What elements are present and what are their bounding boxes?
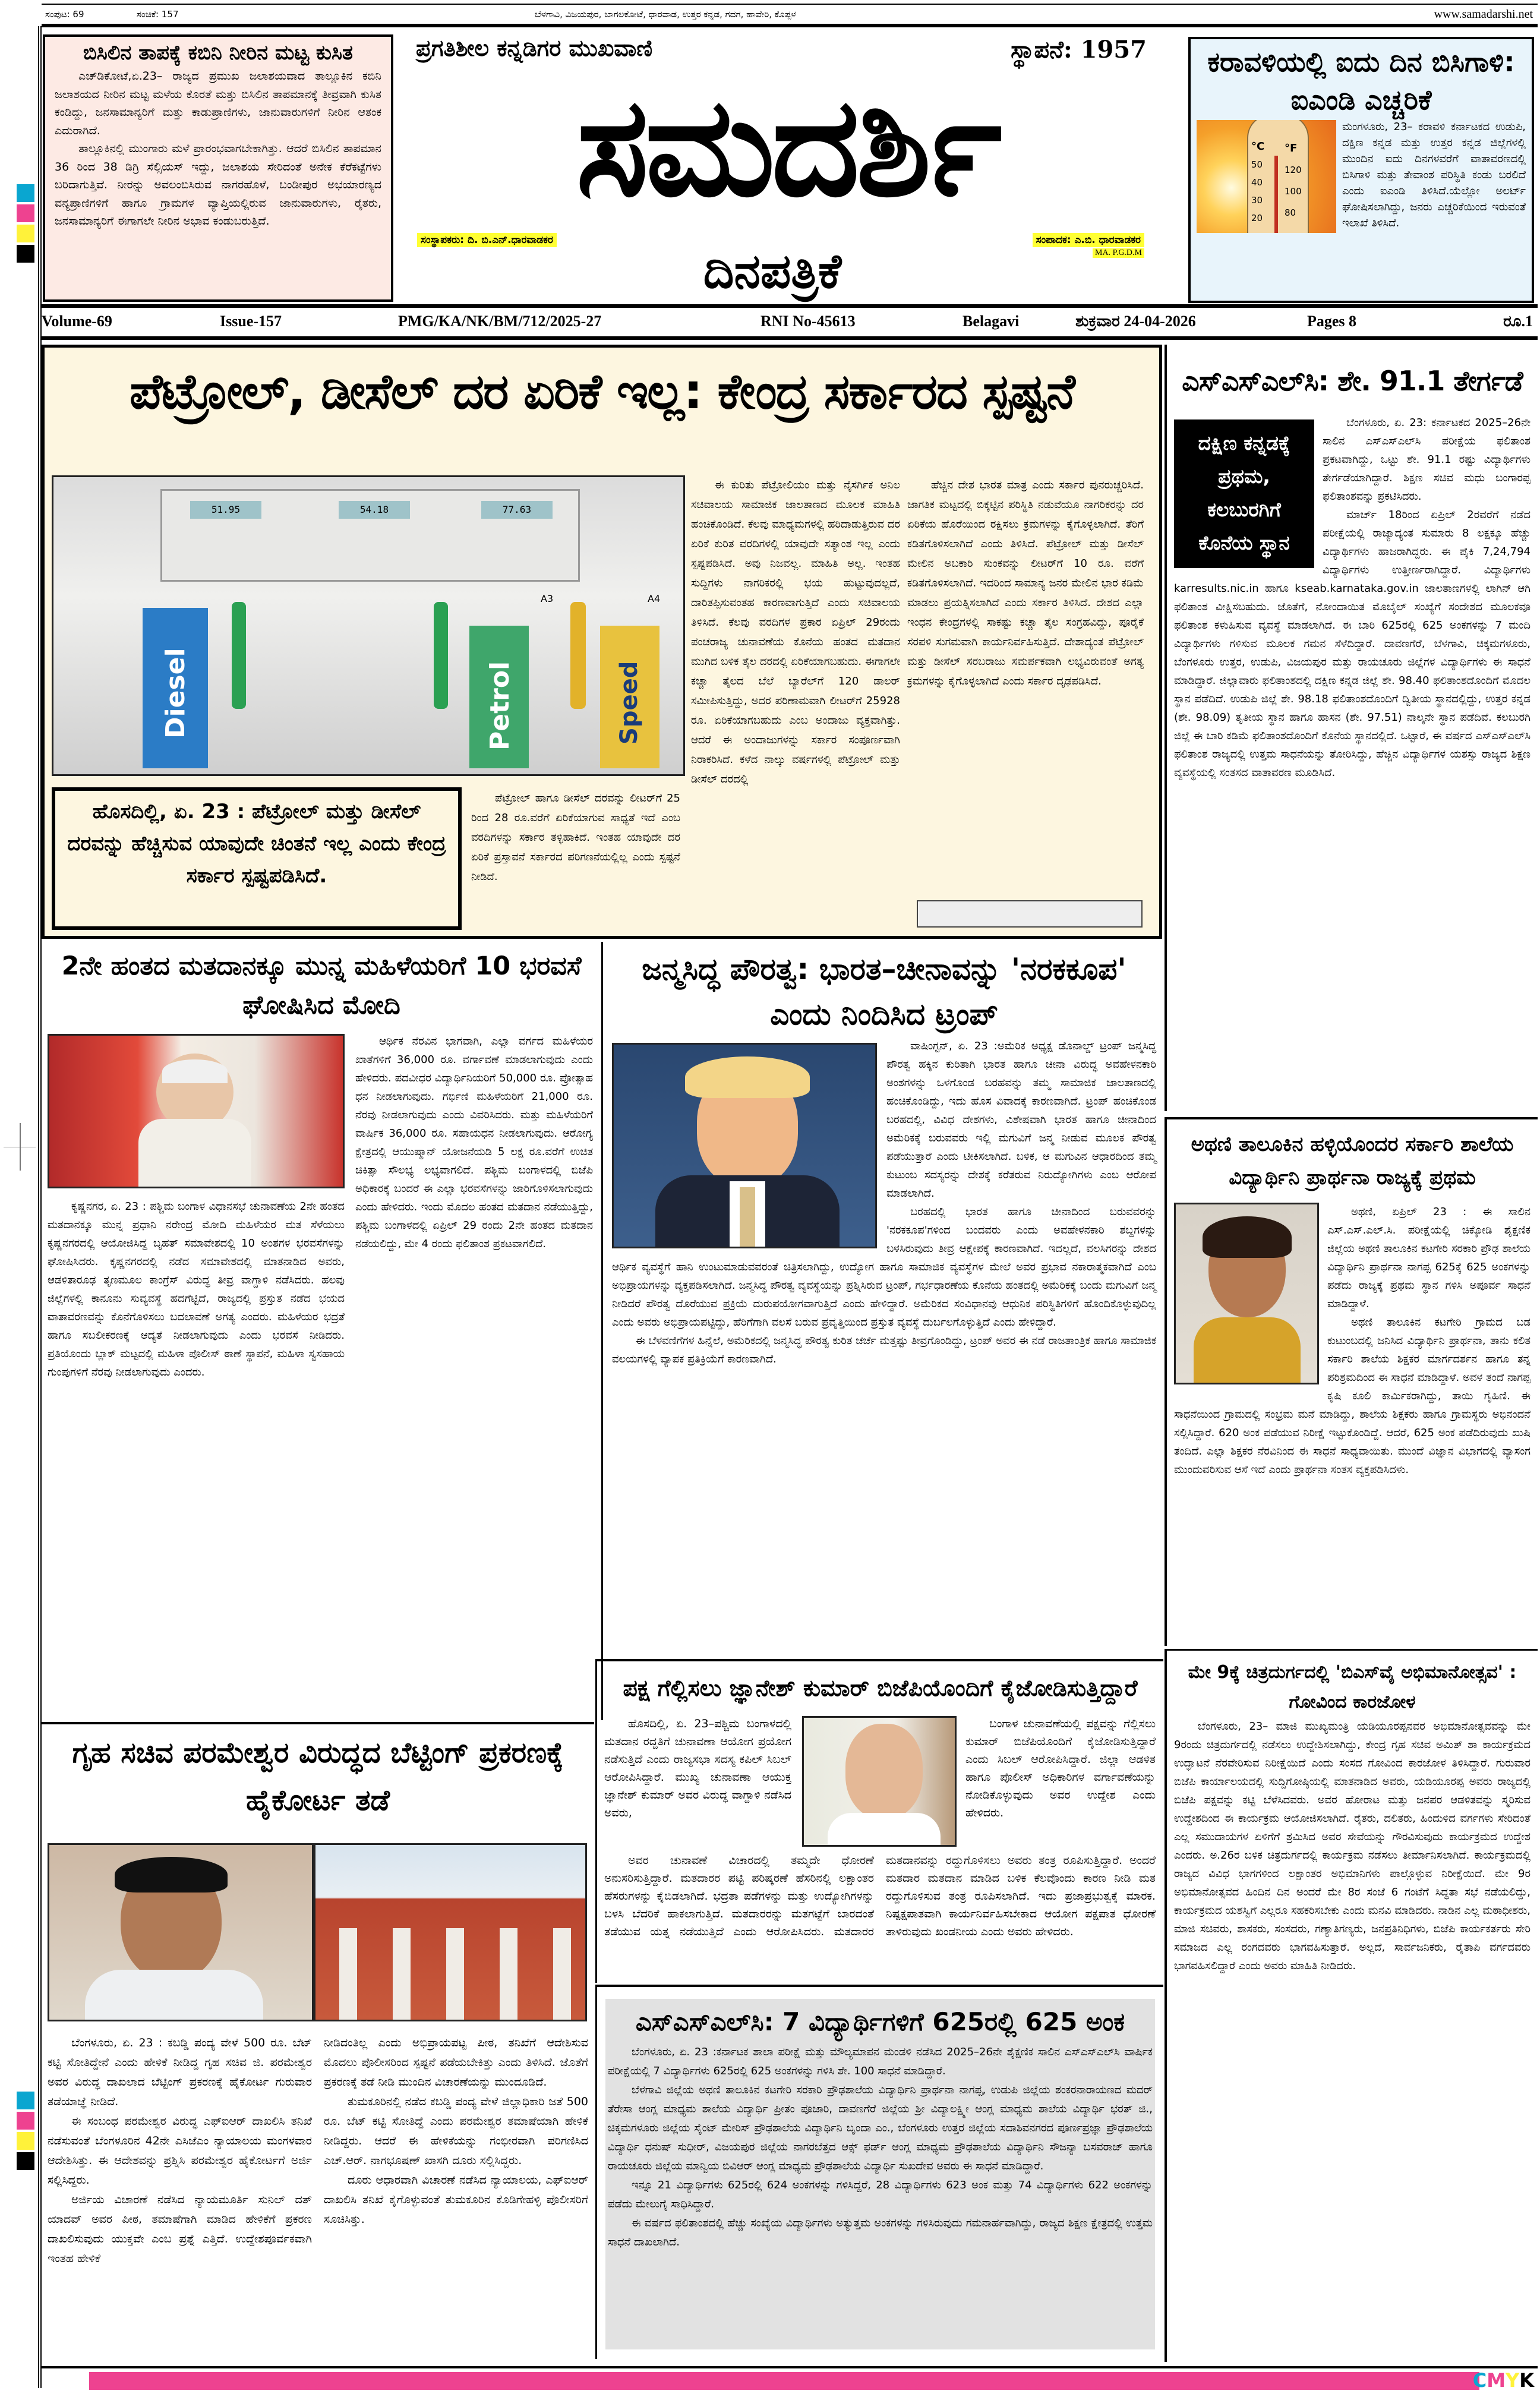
founder-credit: ಸಂಸ್ಥಾಪಕರು: ದಿ. ಬಿ.ಎನ್.ಧಾರವಾಡಕರ <box>417 233 557 247</box>
black-swatch <box>17 245 34 263</box>
yellow-swatch <box>17 2132 34 2150</box>
kabini-para-2: ತಾಲ್ಲೂಕಿನಲ್ಲಿ ಮುಂಗಾರು ಮಳೆ ಪ್ರಾರಂಭವಾಗಬೇಕಾಗಿತ್ತು. ಆದರೆ ಬಿಸಿಲಿನ ತಾಪಮಾನ 36 ರಿಂದ 38 ಡಿಗ್ರಿ ಸೆಲ್ಸಿಯಸ್ ಇದ್ದು, ಜಲಾಶಯ ಸೇರಿದಂತೆ ಅನೇಕ ಕೆರೆಕಟ್ಟೆಗಳು ಬರಿದಾಗುತ್ತಿವೆ. ನೀರನ್ನು ಅವಲಂಬಿಸಿರುವ ನಾಗರಹೊಳೆ, ಬಂಡೀಪುರ ಅಭಯಾರಣ್ಯದ ವನ್ಯಪ್ರಾಣಿಗಳಿಗೆ ಹಾಗೂ ಗ್ರಾಮಗಳ ವ್ಯಾಪ್ತಿಯಲ್ಲಿರುವ ಜಾನುವಾರುಗಳು, ರೈತರು, ಜನಸಾಮಾನ್ಯರಿಗೆ ಈಗಾಗಲೇ ನೀರಿನ ಅಭಾವ ಕಂಡುಬರುತ್ತಿದೆ. <box>55 142 381 228</box>
volume-number: Volume-69 <box>42 313 112 330</box>
registration-marks-bottom <box>17 2092 34 2172</box>
athani-story <box>1165 1117 1538 1646</box>
footer-bar <box>42 2366 1538 2391</box>
kabini-para-1: ಎಚ್‌ಡಿಕೋಟೆ,ಏ.23– ರಾಜ್ಯದ ಪ್ರಮುಖ ಜಲಾಶಯವಾದ ತಾಲ್ಲೂಕಿನ ಕಬಿನಿ ಜಲಾಶಯದ ನೀರಿನ ಮಟ್ಟ ಮಳೆಯ ಕೊರತೆ ಮತ್ತು ಬಿಸಿಲಿನ ತಾಪಮಾನಕ್ಕೆ ತೀವ್ರವಾಗಿ ಕುಸಿತ ಕಂಡಿದ್ದು, ಜನಸಾಮಾನ್ಯರಿಗೆ ಮತ್ತು ಕಾಡುಪ್ರಾಣಿಗಳು, ಜಾನುವಾರುಗಳಿಗೆ ನೀರಿನ ಆತಂಕ ಎದುರಾಗಿದೆ. <box>55 70 381 137</box>
established-year: ಸ್ಥಾಪನೆ: 1957 <box>1011 36 1147 64</box>
price: ರೂ.1 <box>1503 313 1533 330</box>
trump-para-3: ಈ ಬೆಳವಣಿಗೆಗಳ ಹಿನ್ನೆಲೆ, ಅಮೆರಿಕದಲ್ಲಿ ಜನ್ಮಸಿದ್ಧ ಪೌರತ್ವ ಕುರಿತ ಚರ್ಚೆ ಮತ್ತಷ್ಟು ತೀವ್ರಗೊಂಡಿದ್ದು, ಟ್ರಂಪ್ ಅವರ ಈ ನಡೆ ರಾಜತಾಂತ್ರಿಕ ಹಾಗೂ ಸಾಮಾಜಿಕ ವಲಯಗಳಲ್ಲಿ ವ್ಯಾಪಕ ಪ್ರತಿಕ್ರಿಯೆಗೆ ಕಾರಣವಾಗಿದೆ. <box>612 1335 1156 1365</box>
parameshwara-photo <box>48 1843 314 2021</box>
lead-col-2: ಹೆಚ್ಚಿನ ದೇಶ ಭಾರತ ಮಾತ್ರ ಎಂದು ಸರ್ಕಾರ ಪುನರುಚ್ಚರಿಸಿದೆ. ಜಾಗತಿಕ ಮಟ್ಟದಲ್ಲಿ ಬಿಕ್ಕಟ್ಟಿನ ಪರಿಸ್ಥಿತಿ ನಡುವೆಯೂ ನಾಗರಿಕರನ್ನು ದರ ಏರಿಕೆಯ ಹೊರೆಯಿಂದ ರಕ್ಷಿಸಲು ಕ್ರಮಗಳನ್ನು ಕೈಗೊಳ್ಳಲಾಗಿದೆ. ತೆರಿಗೆ ಕಡಿತಗೊಳಿಸಲಾಗಿದೆ ಎಂದು ತಿಳಿಸಿದೆ. ಪೆಟ್ರೋಲ್ ಮತ್ತು ಡೀಸೆಲ್ ಮೇಲಿನ ಅಬಕಾರಿ ಸುಂಕವನ್ನು ಲೀಟರ್‌ಗೆ 10 ರೂ. ವರೆಗೆ ಕಡಿತಗೊಳಿಸಲಾಗಿದೆ. ಇದರಿಂದ ಸಾಮಾನ್ಯ ಜನರ ಮೇಲಿನ ಭಾರ ಕಡಿಮೆ ಮಾಡಲು ಪ್ರಯತ್ನಿಸಲಾಗಿದೆ ಎಂದು ಸರ್ಕಾರ ತಿಳಿಸಿದೆ. ದೇಶದ ಎಲ್ಲಾ ಇಂಧನ ಕೇಂದ್ರಗಳಲ್ಲಿ ಸಾಕಷ್ಟು ಕಚ್ಚಾ ತೈಲ ಸಂಗ್ರಹವಿದ್ದು, ಪೂರೈಕೆ ಸರಪಳಿ ಸುಗಮವಾಗಿ ಕಾರ್ಯನಿರ್ವಹಿಸುತ್ತಿದೆ. ದೇಶಾದ್ಯಂತ ಪೆಟ್ರೋಲ್ ಮತ್ತು ಡೀಸೆಲ್ ಸರಬರಾಜು ಸಮರ್ಪಕವಾಗಿ ಲಭ್ಯವಿರುವಂತೆ ಅಗತ್ಯ ಕ್ರಮಗಳನ್ನು ಕೈಗೊಳ್ಳಲಾಗಿದೆ ಎಂದು ಸರ್ಕಾರ ದೃಢಪಡಿಸಿದೆ. <box>907 479 1144 687</box>
petrol-nozzle-panel: Petrol <box>469 626 529 768</box>
pump-display: 54.18 <box>339 501 410 519</box>
thermometer-photo <box>1197 120 1336 233</box>
sslc-toppers-story <box>595 1985 1163 2359</box>
newspaper-subtitle: ದಿನಪತ್ರಿಕೆ <box>703 244 842 299</box>
betting-case-story <box>42 1722 594 2370</box>
toppers-para: ಬೆಳಗಾವಿ ಜಿಲ್ಲೆಯ ಅಥಣಿ ತಾಲೂಕಿನ ಕಟಗೇರಿ ಸರಕಾರಿ ಪ್ರೌಢಶಾಲೆಯ ವಿದ್ಯಾರ್ಥಿನಿ ಪ್ರಾರ್ಥನಾ ನಾಗಪ್ಪ, ಉಡುಪಿ ಜಿಲ್ಲೆಯ ಶಂಕರನಾರಾಯಣದ ಮದರ್ ತೆರೇಸಾ ಆಂಗ್ಲ ಮಾಧ್ಯಮ ಶಾಲೆಯ ವಿದ್ಯಾರ್ಥಿ ಪ್ರೀತಂ ಪೂಜಾರಿ, ದಾವಣಗೆರೆ ಜಿಲ್ಲೆಯ ಶ್ರೀ ವಿದ್ಯಾಲಕ್ಷ್ಮೀ ಆಂಗ್ಲ ಮಾಧ್ಯಮ ಶಾಲೆಯ ವಿದ್ಯಾರ್ಥಿ ಭರತ್ ಜಿ., ಚಿಕ್ಕಮಗಳೂರು ಜಿಲ್ಲೆಯ ಸೈಂಟ್ ಮೇರಿಸ್ ಪ್ರೌಢಶಾಲೆಯ ವಿದ್ಯಾರ್ಥಿನಿ ಬೃಂದಾ ಎಂ., ಬೆಂಗಳೂರು ಉತ್ತರ ಜಿಲ್ಲೆಯ ಸದಾಶಿವನಗರದ ಪೂರ್ಣಪ್ರಜ್ಞಾ ಪ್ರೌಢಶಾಲೆಯ ವಿದ್ಯಾರ್ಥಿ ಧನುಷ್ ಸುಧೀರ್, ವಿಜಯಪುರ ಜಿಲ್ಲೆಯ ನಾಗರಬೆತ್ತದ ಆಕ್ಸ್ ಫರ್ಡ್ ಆಂಗ್ಲ ಮಾಧ್ಯಮ ಪ್ರೌಢಶಾಲೆಯ ವಿದ್ಯಾರ್ಥಿನಿ ಸೌಜನ್ಯಾ ಬಸವರಾಜ್ ಹಾಗೂ ರಾಯಚೂರು ಜಿಲ್ಲೆಯ ಮಾನ್ವಿಯ ಬಿವಿಆರ್ ಆಂಗ್ಲ ಮಾಧ್ಯಮ ಪ್ರೌಢಶಾಲೆಯ ವಿದ್ಯಾರ್ಥಿ ಸುಖದೇವ ಅವರು ಈ ಸಾಧನೆ ಮಾಡಿದ್ದಾರೆ. <box>608 2084 1153 2172</box>
volume-kn: ಸಂಪುಟ: 69 <box>45 9 84 20</box>
cmyk-m: M <box>1487 2369 1506 2392</box>
sslc-callout: ದಕ್ಷಿಣ ಕನ್ನಡಕ್ಕೆ ಪ್ರಥಮ, ಕಲಬುರಗಿಗೆ ಕೊನೆಯ ಸ್ಥಾನ <box>1174 419 1314 568</box>
sslc-headline: ಎಸ್‌ಎಸ್‌ಎಲ್‌ಸಿ: ಶೇ. 91.1 ತೇರ್ಗಡೆ <box>1182 365 1523 397</box>
modi-right-col: ಆರ್ಥಿಕ ನೆರವಿನ ಭಾಗವಾಗಿ, ಎಲ್ಲಾ ವರ್ಗದ ಮಹಿಳೆಯರ ಖಾತೆಗಳಿಗೆ 36,000 ರೂ. ವರ್ಗಾವಣೆ ಮಾಡಲಾಗುವುದು ಎಂದು ಹೇಳಿದರು. ಪದವೀಧರ ವಿದ್ಯಾರ್ಥಿನಿಯರಿಗೆ 50,000 ರೂ. ಪ್ರೋತ್ಸಾಹ ಧನ ನೀಡಲಾಗುವುದು. ಗರ್ಭಿಣಿ ಮಹಿಳೆಯರಿಗೆ 21,000 ರೂ. ನೆರವು ನೀಡಲಾಗುವುದು ಎಂದು ವಿವರಿಸಿದರು. ಮತ್ತು ಮಹಿಳೆಯರಿಗೆ ವಾರ್ಷಿಕ 36,000 ರೂ. ಸಹಾಯಧನ ನೀಡಲಾಗುವುದು. ಆರೋಗ್ಯ ಕ್ಷೇತ್ರದಲ್ಲಿ ಆಯುಷ್ಮಾನ್ ಯೋಜನೆಯಡಿ 5 ಲಕ್ಷ ರೂ.ವರೆಗೆ ಉಚಿತ ಚಿಕಿತ್ಸಾ ಸೌಲಭ್ಯ ಲಭ್ಯವಾಗಲಿದೆ. ಪಶ್ಚಿಮ ಬಂಗಾಳದಲ್ಲಿ ಬಿಜೆಪಿ ಅಧಿಕಾರಕ್ಕೆ ಬಂದರೆ ಈ ಎಲ್ಲಾ ಭರವಸೆಗಳನ್ನು ಜಾರಿಗೊಳಿಸಲಾಗುವುದು ಎಂದು ಹೇಳಿದರು. ಇಂದು ಮೊದಲ ಹಂತದ ಮತದಾನ ನಡೆಯುತ್ತಿದ್ದು, ಪಶ್ಚಿಮ ಬಂಗಾಳದಲ್ಲಿ ಏಪ್ರಿಲ್ 29 ರಂದು 2ನೇ ಹಂತದ ಮತದಾನ ನಡೆಯಲಿದ್ದು, ಮೇ 4 ರಂದು ಫಲಿತಾಂಶ ಪ್ರಕಟವಾಗಲಿದೆ. <box>355 1035 593 1250</box>
betting-para: ಅರ್ಜಿಯ ವಿಚಾರಣೆ ನಡೆಸಿದ ನ್ಯಾಯಮೂರ್ತಿ ಸುನಿಲ್ ದತ್ ಯಾದವ್ ಅವರ ಪೀಠ, ತಮಾಷೆಗಾಗಿ ಮಾಡಿದ ಹೇಳಿಕೆಗೆ ಪ್ರಕರಣ ದಾಖಲಿಸುವುದು ಯುಕ್ತವೇ ಎಂಬ ಪ್ರಶ್ನೆ ಎತ್ತಿದೆ. ಉದ್ದೇಶಪೂರ್ವಕವಾಗಿ ಇಂತಹ ಹೇಳಿಕೆ <box>48 2193 312 2265</box>
lead-col-1: ಈ ಕುರಿತು ಪೆಟ್ರೋಲಿಯಂ ಮತ್ತು ನೈಸರ್ಗಿಕ ಅನಿಲ ಸಚಿವಾಲಯ ಸಾಮಾಜಿಕ ಜಾಲತಾಣದ ಮೂಲಕ ಮಾಹಿತಿ ಹಂಚಿಕೊಂಡಿದೆ. ಕೆಲವು ಮಾಧ್ಯಮಗಳಲ್ಲಿ ಹರಿದಾಡುತ್ತಿರುವ ದರ ಏರಿಕೆ ಕುರಿತ ವರದಿಗಳಲ್ಲಿ ಯಾವುದೇ ಸತ್ಯಾಂಶ ಇಲ್ಲ ಎಂದು ಸ್ಪಷ್ಟಪಡಿಸಿದೆ. ಅವು ನಿಜವಲ್ಲ. ಮಾಹಿತಿ ಅಲ್ಲ. ಇಂತಹ ಸುದ್ದಿಗಳು ನಾಗರಿಕರಲ್ಲಿ ಭಯ ಹುಟ್ಟುವುದಲ್ಲದೆ, ದಾರಿತಪ್ಪಿಸುವಂತಹ ಕಾರಣವಾಗುತ್ತಿದೆ ಎಂದು ಸಚಿವಾಲಯ ತಿಳಿಸಿದೆ. ಕೆಲವು ವರದಿಗಳ ಪ್ರಕಾರ ಏಪ್ರಿಲ್ 29ರಂದು ಪಂಚರಾಜ್ಯ ಚುನಾವಣೆಯ ಕೊನೆಯ ಹಂತದ ಮತದಾನ ಮುಗಿದ ಬಳಿಕ ತೈಲ ದರದಲ್ಲಿ ಏರಿಕೆಯಾಗಬಹುದು. ಈಗಾಗಲೇ ಕಚ್ಚಾ ತೈಲದ ಬೆಲೆ ಬ್ಯಾರೆಲ್‌ಗೆ 120 ಡಾಲರ್ ಸಮೀಪಿಸುತ್ತಿದ್ದು, ಅದರ ಪರಿಣಾಮವಾಗಿ ಲೀಟರ್‌ಗೆ 25928 ರೂ. ಏರಿಕೆಯಾಗಬಹುದು ಎಂಬ ಅಂದಾಜು ವ್ಯಕ್ತವಾಗಿತ್ತು. ಆದರೆ ಈ ಅಂದಾಜುಗಳನ್ನು ಸರ್ಕಾರ ಸಂಪೂರ್ಣವಾಗಿ ನಿರಾಕರಿಸಿದೆ. ಕಳೆದ ನಾಲ್ಕು ವರ್ಷಗಳಲ್ಲಿ ಪೆಟ್ರೋಲ್ ಮತ್ತು ಡೀಸೆಲ್ ದರದಲ್ಲಿ <box>691 479 900 786</box>
sibal-left-col: ಹೊಸದಿಲ್ಲಿ, ಏ. 23–ಪಶ್ಚಿಮ ಬಂಗಾಳದಲ್ಲಿ ಮತದಾನ ರದ್ದತಿಗೆ ಚುನಾವಣಾ ಆಯೋಗ ಪ್ರಯೋಗ ನಡೆಸುತ್ತಿದೆ ಎಂದು ರಾಜ್ಯಸಭಾ ಸದಸ್ಯ ಕಪಿಲ್ ಸಿಬಲ್ ಆರೋಪಿಸಿದ್ದಾರೆ. ಮುಖ್ಯ ಚುನಾವಣಾ ಆಯುಕ್ತ ಜ್ಞಾನೇಶ್ ಕುಮಾರ್ ಅವರ ವಿರುದ್ಧ ವಾಗ್ದಾಳಿ ನಡೆಸಿದ ಅವರು, <box>604 1717 791 1819</box>
issue-kn: ಸಂಚಿಕೆ: 157 <box>137 9 179 20</box>
kabini-headline: ಬಿಸಿಲಿನ ತಾಪಕ್ಕೆ ಕಬಿನಿ ನೀರಿನ ಮಟ್ಟ ಕುಸಿತ <box>83 41 354 65</box>
rni-number: RNI No-45613 <box>760 313 856 330</box>
heatwave-story-box <box>1188 37 1534 303</box>
trump-story <box>605 942 1163 1661</box>
pump-display: 51.95 <box>190 501 261 519</box>
page-count: Pages 8 <box>1307 313 1357 330</box>
lead-story <box>42 345 1162 939</box>
modi-left-col: ಕೃಷ್ಣನಗರ, ಏ. 23 : ಪಶ್ಚಿಮ ಬಂಗಾಳ ವಿಧಾನಸಭೆ ಚುನಾವಣೆಯ 2ನೇ ಹಂತದ ಮತದಾನಕ್ಕೂ ಮುನ್ನ ಪ್ರಧಾನಿ ನರೇಂದ್ರ ಮೋದಿ ಮಹಿಳೆಯರ ಮತ ಸೆಳೆಯಲು ಕೃಷ್ಣನಗರದಲ್ಲಿ ಆಯೋಜಿಸಿದ್ದ ಬೃಹತ್ ಸಮಾವೇಶದಲ್ಲಿ 10 ಅಂಶಗಳ ಭರವಸೆಗಳನ್ನು ಘೋಷಿಸಿದರು. ಕೃಷ್ಣನಗರದಲ್ಲಿ ನಡೆದ ಸಮಾವೇಶದಲ್ಲಿ ಮಾತನಾಡಿದ ಅವರು, ಆಡಳಿತಾರೂಢ ತೃಣಮೂಲ ಕಾಂಗ್ರೆಸ್ ವಿರುದ್ಧ ತೀವ್ರ ವಾಗ್ದಾಳಿ ನಡೆಸಿದರು. ಹಲವು ಜಿಲ್ಲೆಗಳಲ್ಲಿ ಕಾನೂನು ಸುವ್ಯವಸ್ಥೆ ಹದಗೆಟ್ಟಿದೆ, ರಾಜ್ಯದಲ್ಲಿ ಪ್ರಸ್ತುತ ನಡೆದ ಭಯದ ವಾತಾವರಣವನ್ನು ಕೊನೆಗೊಳಿಸಲು ಬದಲಾವಣೆ ಅಗತ್ಯ ಎಂದರು. ಮಹಿಳೆಯರ ಭದ್ರತೆ ಹಾಗೂ ಸಬಲೀಕರಣಕ್ಕೆ ಆದ್ಯತೆ ನೀಡಲಾಗುವುದು ಎಂದು ಭರವಸೆ ನೀಡಿದರು. ಪ್ರತಿಯೊಂದು ಬ್ಲಾಕ್ ಮಟ್ಟದಲ್ಲಿ ಮಹಿಳಾ ಪೊಲೀಸ್ ಠಾಣೆ ಸ್ಥಾಪನೆ, ಮಹಿಳಾ ಸ್ವಸಹಾಯ ಗುಂಪುಗಳಿಗೆ ನೆರವು ನೀಡಲಾಗುವುದು ಎಂದರು. <box>48 1200 345 1379</box>
betting-para: ನೀಡಿದಂತಿಲ್ಲ ಎಂದು ಅಭಿಪ್ರಾಯಪಟ್ಟ ಪೀಠ, ತನಿಖೆಗೆ ಆದೇಶಿಸುವ ಮೊದಲು ಪೊಲೀಸರಿಂದ ಸ್ಪಷ್ಟನೆ ಪಡೆಯಬೇಕಿತ್ತು ಎಂದು ತಿಳಿಸಿದೆ. ಜೊತೆಗೆ ಪ್ರಕರಣಕ್ಕೆ ತಡೆ ನೀಡಿ ಮುಂದಿನ ವಿಚಾರಣೆಯನ್ನು ಮುಂದೂಡಿದೆ. <box>324 2036 588 2089</box>
magenta-swatch <box>17 2112 34 2130</box>
yellow-swatch <box>17 225 34 242</box>
pump-display: 77.63 <box>481 501 553 519</box>
karjol-body: ಬೆಂಗಳೂರು, 23– ಮಾಜಿ ಮುಖ್ಯಮಂತ್ರಿ ಯಡಿಯೂರಪ್ಪನವರ ಅಭಿಮಾನೋತ್ಸವವನ್ನು ಮೇ 9ರಂದು ಚಿತ್ರದುರ್ಗದಲ್ಲಿ ನಡೆಸಲು ಉದ್ದೇಶಿಸಲಾಗಿದ್ದು, ಕೇಂದ್ರ ಗೃಹ ಸಚಿವ ಅಮಿತ್ ಶಾ ಕಾರ್ಯಕ್ರಮದ ಉದ್ಘಾಟನೆ ನೆರವೇರಿಸುವ ನಿರೀಕ್ಷೆಯಿದೆ ಎಂದು ಸಂಸದ ಗೋವಿಂದ ಕಾರಜೋಳ ತಿಳಿಸಿದ್ದಾರೆ. ಗುರುವಾರ ಬಿಜೆಪಿ ಕಾರ್ಯಾಲಯದಲ್ಲಿ ಸುದ್ದಿಗೋಷ್ಠಿಯಲ್ಲಿ ಮಾತನಾಡಿದ ಅವರು, ಯಡಿಯೂರಪ್ಪ ಅವರು ರಾಜ್ಯದಲ್ಲಿ ಬಿಜೆಪಿ ಪಕ್ಷವನ್ನು ಕಟ್ಟಿ ಬೆಳೆಸಿದವರು. ಅವರ ಹೋರಾಟ ಮತ್ತು ಜನಪರ ಆಡಳಿತವನ್ನು ಸ್ಮರಿಸುವ ಉದ್ದೇಶದಿಂದ ಈ ಕಾರ್ಯಕ್ರಮ ಆಯೋಜಿಸಲಾಗಿದೆ. ರೈತರು, ದಲಿತರು, ಹಿಂದುಳಿದ ವರ್ಗಗಳು ಸೇರಿದಂತೆ ಎಲ್ಲ ಸಮುದಾಯಗಳ ಏಳಿಗೆಗೆ ಶ್ರಮಿಸಿದ ಅವರ ಸೇವೆಯನ್ನು ಗೌರವಿಸುವುದು ಕಾರ್ಯಕ್ರಮದ ಉದ್ದೇಶ ಎಂದರು. ಅ.26ರ ಬಳಿಕ ಚಿತ್ರದುರ್ಗದಲ್ಲಿ ಕಾರ್ಯಕ್ರಮ ನಡೆಸಲು ತೀರ್ಮಾನಿಸಲಾಗಿದೆ. ಕಾರ್ಯಕ್ರಮದಲ್ಲಿ ರಾಜ್ಯದ ವಿವಿಧ ಭಾಗಗಳಿಂದ ಲಕ್ಷಾಂತರ ಅಭಿಮಾನಿಗಳು ಪಾಲ್ಗೊಳ್ಳುವ ನಿರೀಕ್ಷೆಯಿದೆ. ಮೇ 9ರ ಅಭಿಮಾನೋತ್ಸವದ ಹಿಂದಿನ ದಿನ ಅಂದರೆ ಮೇ 8ರ ಸಂಜೆ 6 ಗಂಟೆಗೆ ಸಿದ್ಧತಾ ಸಭೆ ನಡೆಯಲಿದ್ದು, ಕಾರ್ಯಕ್ರಮದ ಯಶಸ್ವಿಗೆ ಎಲ್ಲರೂ ಸಹಕರಿಸಬೇಕು ಎಂದು ಮನವಿ ಮಾಡಿದರು. ನಾಡಿನ ಎಲ್ಲ ಮಠಾಧೀಶರು, ಮಾಜಿ ಸಚಿವರು, ಶಾಸಕರು, ಸಂಸದರು, ಗಣ್ಯಾತಿಗಣ್ಯರು, ಜನಪ್ರತಿನಿಧಿಗಳು, ಬಿಜೆಪಿ ಕಾರ್ಯಕರ್ತರು ಸೇರಿ ಸಮಾಜದ ಎಲ್ಲ ರಂಗದವರು ಭಾಗವಹಿಸುತ್ತಾರೆ. ಅಲ್ಲದೆ, ಸಾರ್ವಜನಿಕರು, ರೈತಾಪಿ ವರ್ಗದವರು ಭಾಗವಹಿಸಲಿದ್ದಾರೆ ಎಂದು ಅವರು ಮಾಹಿತಿ ನೀಡಿದರು. <box>1174 1720 1530 1972</box>
masthead <box>410 31 1182 304</box>
modi-headline: 2ನೇ ಹಂತದ ಮತದಾನಕ್ಕೂ ಮುನ್ನ ಮಹಿಳೆಯರಿಗೆ 10 ಭರವಸೆ ಘೋಷಿಸಿದ ಮೋದಿ <box>61 951 582 1020</box>
toppers-para: ಬೆಂಗಳೂರು, ಏ. 23 :ಕರ್ನಾಟಕ ಶಾಲಾ ಪರೀಕ್ಷೆ ಮತ್ತು ಮೌಲ್ಯಮಾಪನ ಮಂಡಳಿ ನಡೆಸಿದ 2025–26ನೇ ಶೈಕ್ಷಣಿಕ ಸಾಲಿನ ಎಸ್‌ಎಸ್‌ಎಲ್‌ಸಿ ವಾರ್ಷಿಕ ಪರೀಕ್ಷೆಯಲ್ಲಿ 7 ವಿದ್ಯಾರ್ಥಿಗಳು 625ರಲ್ಲಿ 625 ಅಂಕಗಳನ್ನು ಗಳಿಸಿ ಶೇ. 100 ಸಾಧನೆ ಮಾಡಿದ್ದಾರೆ. <box>608 2046 1153 2077</box>
lead-callout-box <box>52 787 462 930</box>
modi-photo <box>48 1034 345 1188</box>
top-bar <box>42 4 1538 27</box>
cmyk-y: Y <box>1506 2369 1520 2392</box>
athani-headline: ಅಥಣಿ ತಾಲೂಕಿನ ಹಳ್ಳಿಯೊಂದರ ಸರ್ಕಾರಿ ಶಾಲೆಯ ವಿದ್ಯಾರ್ಥಿನಿ ಪ್ರಾರ್ಥನಾ ರಾಜ್ಯಕ್ಕೆ ಪ್ರಥಮ <box>1191 1133 1514 1190</box>
modi-right-col-cont <box>355 1376 593 1708</box>
student-photo <box>1174 1203 1319 1384</box>
editor-degree: MA. P.G.D.M <box>1093 248 1144 258</box>
edition-city: Belagavi <box>962 313 1020 330</box>
cyan-swatch <box>17 2092 34 2109</box>
green-nozzle <box>232 602 246 709</box>
lead-col-3: ಪೆಟ್ರೋಲ್ ಹಾಗೂ ಡೀಸೆಲ್ ದರವನ್ನು ಲೀಟರ್‌ಗೆ 25 ರಿಂದ 28 ರೂ.ವರೆಗೆ ಏರಿಕೆಯಾಗುವ ಸಾಧ್ಯತೆ ಇದೆ ಎಂಬ ವರದಿಗಳನ್ನು ಸರ್ಕಾರ ತಳ್ಳಿಹಾಕಿದೆ. ಇಂತಹ ಯಾವುದೇ ದರ ಏರಿಕೆ ಪ್ರಸ್ತಾವನೆ ಸರ್ಕಾರದ ಪರಿಗಣನೆಯಲ್ಲಿಲ್ಲ ಎಂದು ಸ್ಪಷ್ಟನೆ ನೀಡಿದೆ. <box>471 792 680 883</box>
betting-col-2 <box>324 2033 588 2366</box>
website-link[interactable]: www.samadarshi.net <box>1434 8 1533 21</box>
lead-callout-text: ಹೊಸದಿಲ್ಲಿ, ಏ. 23 : ಪೆಟ್ರೋಲ್ ಮತ್ತು ಡೀಸೆಲ್ ದರವನ್ನು ಹೆಚ್ಚಿಸುವ ಯಾವುದೇ ಚಿಂತನೆ ಇಲ್ಲ ಎಂದು ಕೇಂದ್ರ ಸರ್ಕಾರ ಸ್ಪಷ್ಟಪಡಿಸಿದೆ. <box>67 800 446 888</box>
trump-para-1: ವಾಷಿಂಗ್ಟನ್, ಏ. 23 :ಅಮೆರಿಕ ಅಧ್ಯಕ್ಷ ಡೊನಾಲ್ಡ್ ಟ್ರಂಪ್ ಜನ್ಮಸಿದ್ಧ ಪೌರತ್ವ ಹಕ್ಕಿನ ಕುರಿತಾಗಿ ಭಾರತ ಹಾಗೂ ಚೀನಾ ವಿರುದ್ಧ ಅವಹೇಳನಕಾರಿ ಅಂಶಗಳನ್ನು ಒಳಗೊಂಡ ಬರಹವನ್ನು ತಮ್ಮ ಸಾಮಾಜಿಕ ಜಾಲತಾಣದಲ್ಲಿ ಹಂಚಿಕೊಂಡಿದ್ದು, ಇದು ಹೊಸ ವಿವಾದಕ್ಕೆ ಕಾರಣವಾಗಿದೆ. ಟ್ರಂಪ್ ಹಂಚಿಕೊಂಡ ಬರಹದಲ್ಲಿ, ವಿವಿಧ ದೇಶಗಳು, ವಿಶೇಷವಾಗಿ ಭಾರತ ಹಾಗೂ ಚೀನಾದಿಂದ ಅಮೆರಿಕಕ್ಕೆ ಬರುವವರು ಇಲ್ಲಿ ಮಗುವಿಗೆ ಜನ್ಮ ನೀಡುವ ಮೂಲಕ ಪೌರತ್ವ ಪಡೆಯುತ್ತಾರೆ ಎಂದು ಟೀಕಿಸಲಾಗಿದೆ. ಬಳಿಕ, ಆ ಮಗುವಿನ ಆಧಾರದಿಂದ ತಮ್ಮ ಕುಟುಂಬ ಸದಸ್ಯರನ್ನು ದೇಶಕ್ಕೆ ಕರೆತರುವ ನಿರುದ್ಯೋಗಿಗಳು ಎಂಬ ಆರೋಪ ಮಾಡಲಾಗಿದೆ. <box>886 1040 1156 1200</box>
crop-mark <box>20 1123 21 1171</box>
athani-lead: ಅಥಣಿ, ಏಪ್ರಿಲ್ 23 : ಈ ಸಾಲಿನ ಎಸ್.ಎಸ್.ಎಲ್.ಸಿ. ಪರೀಕ್ಷೆಯಲ್ಲಿ ಚಿಕ್ಕೋಡಿ ಶೈಕ್ಷಣಿಕ ಜಿಲ್ಲೆಯ ಅಥಣಿ ತಾಲೂಕಿನ ಕಟಗೇರಿ ಸರಕಾರಿ ಪ್ರೌಢ ಶಾಲೆಯ ವಿದ್ಯಾರ್ಥಿನಿ ಪ್ರಾರ್ಥನಾ ನಾಗಪ್ಪ 625ಕ್ಕೆ 625 ಅಂಕಗಳನ್ನು ಪಡೆದು ರಾಜ್ಯಕ್ಕೆ ಪ್ರಥಮ ಸ್ಥಾನ ಗಳಿಸಿ ಅಪೂರ್ವ ಸಾಧನೆ ಮಾಡಿದ್ದಾಳೆ. <box>1327 1206 1530 1310</box>
cmyk-c: C <box>1472 2369 1487 2392</box>
trump-headline: ಜನ್ಮಸಿದ್ಧ ಪೌರತ್ವ: ಭಾರತ–ಚೀನಾವನ್ನು 'ನರಕಕೂಪ' ಎಂದು ನಿಂದಿಸಿದ ಟ್ರಂಪ್ <box>642 952 1126 1032</box>
magenta-band <box>89 2372 1479 2390</box>
sslc-results-story <box>1165 345 1538 1111</box>
cyan-swatch <box>17 184 34 202</box>
yellow-nozzle <box>570 602 586 709</box>
betting-para: ಈ ಸಂಬಂಧ ಪರಮೇಶ್ವರ ವಿರುದ್ಧ ಎಫ್‌ಐಆರ್ ದಾಖಲಿಸಿ ತನಿಖೆ ನಡೆಸುವಂತೆ ಬೆಂಗಳೂರಿನ 42ನೇ ಎಸಿಜೆಎಂ ನ್ಯಾಯಾಲಯ ಮಂಗಳವಾರ ಆದೇಶಿಸಿತ್ತು. ಈ ಆದೇಶವನ್ನು ಪ್ರಶ್ನಿಸಿ ಪರಮೇಶ್ವರ ಹೈಕೋರ್ಟಗೆ ಅರ್ಜಿ ಸಲ್ಲಿಸಿದ್ದರು. <box>48 2115 312 2187</box>
toppers-headline: ಎಸ್‌ಎಸ್‌ಎಲ್‌ಸಿ: 7 ವಿದ್ಯಾರ್ಥಿಗಳಿಗೆ 625ರಲ್ಲಿ 625 ಅಂಕ <box>635 2007 1125 2036</box>
karjol-story <box>1165 1649 1538 2362</box>
betting-para: ಬೆಂಗಳೂರು, ಏ. 23 : ಕಬಡ್ಡಿ ಪಂದ್ಯ ವೇಳೆ 500 ರೂ. ಬೆಟ್ ಕಟ್ಟಿ ಸೋತಿದ್ದೇನೆ ಎಂದು ಹೇಳಿಕೆ ನೀಡಿದ್ದ ಗೃಹ ಸಚಿವ ಜಿ. ಪರಮೇಶ್ವರ ಅವರ ವಿರುದ್ಧ ದಾಖಲಾದ ಬೆಟ್ಟಿಂಗ್ ಪ್ರಕರಣಕ್ಕೆ ಹೈಕೋರ್ಟ ಗುರುವಾರ ತಡೆಯಾಜ್ಞೆ ನೀಡಿದೆ. <box>48 2036 312 2108</box>
sslc-lead-para: ಬೆಂಗಳೂರು, ಏ. 23: ಕರ್ನಾಟಕದ 2025–26ನೇ ಸಾಲಿನ ಎಸ್‌ಎಸ್‌ಎಲ್‌ಸಿ ಪರೀಕ್ಷೆಯ ಫಲಿತಾಂಶ ಪ್ರಕಟವಾಗಿದ್ದು, ಒಟ್ಟು ಶೇ. 91.1 ರಷ್ಟು ವಿದ್ಯಾರ್ಥಿಗಳು ತೇರ್ಗಡೆಯಾಗಿದ್ದಾರೆ. ಶಿಕ್ಷಣ ಸಚಿವ ಮಧು ಬಂಗಾರಪ್ಪ ಫಲಿತಾಂಶವನ್ನು ಪ್ರಕಟಿಸಿದರು. <box>1323 417 1530 503</box>
issue-info-bar <box>42 304 1538 340</box>
lead-headline: ಪೆಟ್ರೋಲ್, ಡೀಸೆಲ್ ದರ ಏರಿಕೆ ಇಲ್ಲ: ಕೇಂದ್ರ ಸರ್ಕಾರದ ಸ್ಪಷ್ಟನೆ <box>130 364 1074 420</box>
editor-credit: ಸಂಪಾದಕ: ಎ.ಬಿ. ಧಾರವಾಡಕರ <box>1033 233 1144 247</box>
heatwave-headline: ಕರಾವಳಿಯಲ್ಲಿ ಐದು ದಿನ ಬಿಸಿಗಾಳಿ: ಐಎಂಡಿ ಎಚ್ಚರಿಕೆ <box>1207 46 1515 116</box>
toppers-para: ಇನ್ನೂ 21 ವಿದ್ಯಾರ್ಥಿಗಳು 625ರಲ್ಲಿ 624 ಅಂಕಗಳನ್ನು ಗಳಿಸಿದ್ದರೆ, 28 ವಿದ್ಯಾರ್ಥಿಗಳು 623 ಅಂಕ ಮತ್ತು 74 ವಿದ್ಯಾರ್ಥಿಗಳು 622 ಅಂಕಗಳನ್ನು ಪಡೆದು ಮೇಲುಗೈ ಸಾಧಿಸಿದ್ದಾರೆ. <box>608 2179 1153 2210</box>
cmyk-label <box>1473 2370 1534 2391</box>
high-court-photo <box>314 1843 587 2021</box>
karjol-headline: ಮೇ 9ಕ್ಕೆ ಚಿತ್ರದುರ್ಗದಲ್ಲಿ 'ಬಿಎಸ್‌ವೈ ಅಭಿಮಾನೋತ್ಸವ' : ಗೋವಿಂದ ಕಾರಜೋಳ <box>1188 1662 1517 1712</box>
issue-date: ಶುಕ್ರವಾರ 24-04-2026 <box>1075 313 1196 330</box>
sibal-photo <box>802 1716 957 1847</box>
sibal-story <box>595 1659 1163 1983</box>
editions-list: ಬೆಳಗಾವಿ, ವಿಜಯಪುರ, ಬಾಗಲಕೋಟೆ, ಧಾರವಾಡ, ಉತ್ತರ ಕನ್ನಡ, ಗದಗ, ಹಾವೇರಿ, ಕೊಪ್ಪಳ <box>535 9 796 20</box>
newspaper-logo: ಸಮದರ್ಶಿ <box>576 68 999 227</box>
sslc-body-para: ಮಾರ್ಚ್ 18ರಿಂದ ಏಪ್ರಿಲ್ 2ರವರೆಗೆ ನಡೆದ ಪರೀಕ್ಷೆಯಲ್ಲಿ ರಾಜ್ಯಾದ್ಯಂತ ಸುಮಾರು 8 ಲಕ್ಷಕ್ಕೂ ಹೆಚ್ಚು ವಿದ್ಯಾರ್ಥಿಗಳು ಹಾಜರಾಗಿದ್ದರು. ಈ ಪೈಕಿ 7,24,794 ವಿದ್ಯಾರ್ಥಿಗಳು ಉತ್ತೀರ್ಣರಾಗಿದ್ದಾರೆ. ವಿದ್ಯಾರ್ಥಿಗಳು karresults.nic.in ಹಾಗೂ kseab.karnataka.gov.in ಜಾಲತಾಣಗಳಲ್ಲಿ ಲಾಗಿನ್ ಆಗಿ ಫಲಿತಾಂಶ ವೀಕ್ಷಿಸಬಹುದು. ಜೊತೆಗೆ, ನೋಂದಾಯಿತ ಮೊಬೈಲ್ ಸಂಖ್ಯೆಗೆ ಸಂದೇಶದ ಮೂಲಕವೂ ಫಲಿತಾಂಶ ಕಳುಹಿಸುವ ವ್ಯವಸ್ಥೆ ಮಾಡಲಾಗಿದೆ. ಈ ಬಾರಿ 625ರಲ್ಲಿ 625 ಅಂಕಗಳನ್ನು 7 ಮಂದಿ ವಿದ್ಯಾರ್ಥಿಗಳು ಗಳಿಸುವ ಮೂಲಕ ಗಮನ ಸೆಳೆದಿದ್ದಾರೆ. ದಾವಣಗೆರೆ, ಬೆಳಗಾವಿ, ಚಿಕ್ಕಮಗಳೂರು, ಬೆಂಗಳೂರು ಉತ್ತರ, ಉಡುಪಿ, ವಿಜಯಪುರ ಮತ್ತು ರಾಯಚೂರು ಜಿಲ್ಲೆಗಳ ವಿದ್ಯಾರ್ಥಿಗಳು ಈ ಸಾಧನೆ ಮಾಡಿದ್ದಾರೆ. ಜಿಲ್ಲಾವಾರು ಫಲಿತಾಂಶದಲ್ಲಿ ದಕ್ಷಿಣ ಕನ್ನಡ ಜಿಲ್ಲೆ ಶೇ. 98.40 ಫಲಿತಾಂಶದೊಂದಿಗೆ ಮೊದಲ ಸ್ಥಾನ ಪಡೆದಿದೆ. ಉಡುಪಿ ಜಿಲ್ಲೆ ಶೇ. 98.18 ಫಲಿತಾಂಶದೊಂದಿಗೆ ದ್ವಿತೀಯ ಸ್ಥಾನದಲ್ಲಿದ್ದು, ಉತ್ತರ ಕನ್ನಡ (ಶೇ. 98.09) ತೃತೀಯ ಸ್ಥಾನ ಹಾಗೂ ಹಾಸನ (ಶೇ. 97.51) ನಾಲ್ಕನೇ ಸ್ಥಾನ ಪಡೆದಿವೆ. ಕಲಬುರಗಿ ಜಿಲ್ಲೆ ಈ ಬಾರಿ ಕಡಿಮೆ ಫಲಿತಾಂಶದೊಂದಿಗೆ ಕೊನೆಯ ಸ್ಥಾನದಲ್ಲಿದೆ. ಒಟ್ಟಾರೆ, ಈ ವರ್ಷದ ಎಸ್‌ಎಸ್‌ಎಲ್‌ಸಿ ಫಲಿತಾಂಶ ರಾಜ್ಯದಲ್ಲಿ ಉತ್ತಮ ಸಾಧನೆಯನ್ನು ತೋರಿಸಿದ್ದು, ಹೆಚ್ಚಿನ ವಿದ್ಯಾರ್ಥಿಗಳ ಯಶಸ್ಸು ರಾಜ್ಯದ ಶಿಕ್ಷಣ ವ್ಯವಸ್ಥೆಯಲ್ಲಿ ಸಂತಸದ ವಾತಾವರಣ ಮೂಡಿಸಿದೆ. <box>1174 509 1530 779</box>
sibal-headline: ಪಕ್ಷ ಗೆಲ್ಲಿಸಲು ಜ್ಞಾನೇಶ್ ಕುಮಾರ್ ಬಿಜೆಪಿಯೊಂದಿಗೆ ಕೈಜೋಡಿಸುತ್ತಿದ್ದಾರೆ <box>623 1675 1138 1701</box>
sibal-body: ಅವರ ಚುನಾವಣೆ ವಿಚಾರದಲ್ಲಿ ತಮ್ಮದೇ ಧೋರಣೆ ಅನುಸರಿಸುತ್ತಿದ್ದಾರೆ. ಮತದಾರರ ಪಟ್ಟಿ ಪರಿಷ್ಕರಣೆ ಹೆಸರಿನಲ್ಲಿ ಲಕ್ಷಾಂತರ ಹೆಸರುಗಳನ್ನು ಕೈಬಿಡಲಾಗಿದೆ. ಭದ್ರತಾ ಪಡೆಗಳನ್ನು ಮತ್ತು ಉದ್ಯೋಗಿಗಳನ್ನು ಬಳಸಿ ಬೆದರಿಕೆ ಹಾಕಲಾಗುತ್ತಿದೆ. ಮತದಾರರನ್ನು ಮತಗಟ್ಟೆಗೆ ಬಾರದಂತೆ ತಡೆಯುವ ಯತ್ನ ನಡೆಯುತ್ತಿದೆ ಎಂದು ಆರೋಪಿಸಿದರು. ಮತದಾರರ ಮತದಾನವನ್ನು ರದ್ದುಗೊಳಿಸಲು ಅವರು ತಂತ್ರ ರೂಪಿಸುತ್ತಿದ್ದಾರೆ. ಅಂದರೆ ಮತದಾರ ಮತದಾನ ಮಾಡಿದ ಬಳಿಕ ಕೆಲವೊಂದು ಕಾರಣ ನೀಡಿ ಮತ ರದ್ದುಗೊಳಿಸುವ ತಂತ್ರ ರೂಪಿಸಲಾಗಿದೆ. ಇದು ಪ್ರಜಾಪ್ರಭುತ್ವಕ್ಕೆ ಮಾರಕ. ನಿಷ್ಪಕ್ಷಪಾತವಾಗಿ ಕಾರ್ಯನಿರ್ವಹಿಸಬೇಕಾದ ಆಯೋಗ ಪಕ್ಷಪಾತ ಧೋರಣೆ ತಾಳಿರುವುದು ಖಂಡನೀಯ ಎಂದು ಅವರು ಹೇಳಿದರು. <box>604 1854 1156 1938</box>
black-swatch <box>17 2152 34 2170</box>
betting-col-1 <box>48 2033 312 2366</box>
registration-marks-top <box>17 184 34 265</box>
trump-para-2: ಬರಹದಲ್ಲಿ ಭಾರತ ಹಾಗೂ ಚೀನಾದಿಂದ ಬರುವವರನ್ನು 'ನರಕಕೂಪ'ಗಳಿಂದ ಬಂದವರು ಎಂದು ಅವಹೇಳನಕಾರಿ ಶಬ್ದಗಳನ್ನು ಬಳಸಿರುವುದು ತೀವ್ರ ಆಕ್ಷೇಪಕ್ಕೆ ಕಾರಣವಾಗಿದೆ. ಇದಲ್ಲದೆ, ವಲಸಿಗರನ್ನು ದೇಶದ ಆರ್ಥಿಕ ವ್ಯವಸ್ಥೆಗೆ ಹಾನಿ ಉಂಟುಮಾಡುವವರಂತೆ ಚಿತ್ರಿಸಲಾಗಿದ್ದು, ಉದ್ಯೋಗ ಹಾಗೂ ಸಾಮಾಜಿಕ ವ್ಯವಸ್ಥೆಗಳ ಮೇಲೆ ಅವರ ಪ್ರಭಾವ ನಕಾರಾತ್ಮಕವಾಗಿದೆ ಎಂಬ ಅಭಿಪ್ರಾಯಗಳನ್ನು ವ್ಯಕ್ತಪಡಿಸಲಾಗಿದೆ. ಜನ್ಮಸಿದ್ಧ ಪೌರತ್ವ ವ್ಯವಸ್ಥೆಯನ್ನು ಪ್ರಶ್ನಿಸಿರುವ ಟ್ರಂಪ್, ಗರ್ಭಧಾರಣೆಯ ಕೊನೆಯ ಹಂತದಲ್ಲಿ ಅಮೆರಿಕಕ್ಕೆ ಬಂದು ಮಗುವಿಗೆ ಜನ್ಮ ನೀಡಿದರೆ ಪೌರತ್ವ ದೊರೆಯುವ ಪ್ರಕ್ರಿಯೆ ದುರುಪಯೋಗವಾಗುತ್ತಿದೆ ಎಂದು ಹೇಳಿದ್ದಾರೆ. ಅಮೆರಿಕದ ಸಂವಿಧಾನವು ಆಧುನಿಕ ಪರಿಸ್ಥಿತಿಗಳಿಗೆ ಹೊಂದಿಕೊಳ್ಳುವುದಿಲ್ಲ ಎಂದು ಅವರು ಅಭಿಪ್ರಾಯಪಟ್ಟಿದ್ದು, ಹೆರಿಗೆಗಾಗಿ ವಲಸೆ ಬರುವ ಪ್ರವೃತ್ತಿಯಿಂದ ಪ್ರಸ್ತುತ ವ್ಯವಸ್ಥೆ ದುರ್ಬಲಗೊಳ್ಳುತ್ತಿದೆ ಎಂದು ಹೇಳಿದ್ದಾರೆ. <box>612 1206 1156 1329</box>
betting-headline: ಗೃಹ ಸಚಿವ ಪರಮೇಶ್ವರ ವಿರುದ್ಧದ ಬೆಟ್ಟಿಂಗ್ ಪ್ರಕರಣಕ್ಕೆ ಹೈಕೋರ್ಟ ತಡೆ <box>72 1736 564 1817</box>
sibal-right-col: ಬಂಗಾಳ ಚುನಾವಣೆಯಲ್ಲಿ ಪಕ್ಷವನ್ನು ಗೆಲ್ಲಿಸಲು ಕುಮಾರ್ ಬಿಜೆಪಿಯೊಂದಿಗೆ ಕೈಜೋಡಿಸುತ್ತಿದ್ದಾರೆ ಎಂದು ಸಿಬಲ್ ಆರೋಪಿಸಿದ್ದಾರೆ. ಜಿಲ್ಲಾ ಆಡಳಿತ ಹಾಗೂ ಪೊಲೀಸ್ ಅಧಿಕಾರಿಗಳ ವರ್ಗಾವಣೆಯನ್ನು ನೋಡಿಕೊಳ್ಳುವುದು ಅವರ ಉದ್ದೇಶ ಎಂದು ಹೇಳಿದರು. <box>965 1717 1156 1819</box>
fahrenheit-scale: °F 120 100 80 <box>1285 142 1302 218</box>
athani-body: ಅಥಣಿ ತಾಲೂಕಿನ ಕಟಗೇರಿ ಗ್ರಾಮದ ಬಡ ಕುಟುಂಬದಲ್ಲಿ ಜನಿಸಿದ ವಿದ್ಯಾರ್ಥಿನಿ ಪ್ರಾರ್ಥನಾ, ತಾನು ಕಲಿತ ಸರ್ಕಾರಿ ಶಾಲೆಯ ಶಿಕ್ಷಕರ ಮಾರ್ಗದರ್ಶನ ಹಾಗೂ ತನ್ನ ಪರಿಶ್ರಮದಿಂದ ಈ ಸಾಧನೆ ಮಾಡಿದ್ದಾಳೆ. ಅವಳ ತಂದೆ ನಾಗಪ್ಪ ಕೃಷಿ ಕೂಲಿ ಕಾರ್ಮಿಕರಾಗಿದ್ದು, ತಾಯಿ ಗೃಹಿಣಿ. ಈ ಸಾಧನೆಯಿಂದ ಗ್ರಾಮದಲ್ಲಿ ಸಂಭ್ರಮ ಮನೆ ಮಾಡಿದ್ದು, ಶಾಲೆಯ ಶಿಕ್ಷಕರು ಹಾಗೂ ಗ್ರಾಮಸ್ಥರು ಅಭಿನಂದನೆ ಸಲ್ಲಿಸಿದ್ದಾರೆ. 620 ಅಂಕ ಪಡೆಯುವ ನಿರೀಕ್ಷೆ ಇಟ್ಟುಕೊಂಡಿದ್ದೆ. ಆದರೆ, 625 ಅಂಕ ಪಡೆದಿರುವುದು ಖುಷಿ ತಂದಿದೆ. ಎಲ್ಲಾ ಶಿಕ್ಷಕರ ನೆರವಿನಿಂದ ಈ ಸಾಧನೆ ಸಾಧ್ಯವಾಯಿತು. ಮುಂದೆ ವಿಜ್ಞಾನ ವಿಭಾಗದಲ್ಲಿ ವ್ಯಾಸಂಗ ಮುಂದುವರಿಸುವ ಆಸೆ ಇದೆ ಎಂದು ಪ್ರಾರ್ಥನಾ ಸಂತಸ ವ್ಯಕ್ತಪಡಿಸಿದಳು. <box>1174 1316 1530 1476</box>
masthead-tagline: ಪ್ರಗತಿಶೀಲ ಕನ್ನಡಿಗರ ಮುಖವಾಣಿ <box>416 35 653 61</box>
betting-para: ತುಮಕೂರಿನಲ್ಲಿ ನಡೆದ ಕಬಡ್ಡಿ ಪಂದ್ಯ ವೇಳೆ ಜಿಲ್ಲಾಧಿಕಾರಿ ಜತೆ 500 ರೂ. ಬೆಟ್ ಕಟ್ಟಿ ಸೋತಿದ್ದೆ ಎಂದು ಪರಮೇಶ್ವರ ತಮಾಷೆಯಾಗಿ ಹೇಳಿಕೆ ನೀಡಿದ್ದರು. ಆದರೆ ಈ ಹೇಳಿಕೆಯನ್ನು ಗಂಭೀರವಾಗಿ ಪರಿಗಣಿಸಿದ ಎಚ್.ಆರ್. ನಾಗಭೂಷಣ್ ಖಾಸಗಿ ದೂರು ಸಲ್ಲಿಸಿದ್ದರು. <box>324 2095 588 2167</box>
kabini-story-box <box>43 34 393 302</box>
ad-placeholder-box <box>917 900 1143 928</box>
toppers-para: ಈ ವರ್ಷದ ಫಲಿತಾಂಶದಲ್ಲಿ ಹೆಚ್ಚು ಸಂಖ್ಯೆಯ ವಿದ್ಯಾರ್ಥಿಗಳು ಅತ್ಯುತ್ತಮ ಅಂಕಗಳನ್ನು ಗಳಿಸಿರುವುದು ಗಮನಾರ್ಹವಾಗಿದ್ದು, ರಾಜ್ಯದ ಶಿಕ್ಷಣ ಕ್ಷೇತ್ರದಲ್ಲಿ ಉತ್ತಮ ಸಾಧನೆ ದಾಖಲಾಗಿದೆ. <box>608 2217 1153 2248</box>
trump-photo <box>612 1043 877 1248</box>
cmyk-k: K <box>1519 2369 1534 2392</box>
issue-number: Issue-157 <box>220 313 282 330</box>
betting-para: ದೂರು ಆಧಾರವಾಗಿ ವಿಚಾರಣೆ ನಡೆಸಿದ ನ್ಯಾಯಾಲಯ, ಎಫ್‌ಐಆರ್ ದಾಖಲಿಸಿ ತನಿಖೆ ಕೈಗೊಳ್ಳುವಂತೆ ತುಮಕೂರಿನ ಕೊಡಿಗೇಹಳ್ಳಿ ಪೊಲೀಸರಿಗೆ ಸೂಚಿಸಿತ್ತು. <box>324 2174 588 2226</box>
modi-story <box>42 942 603 1720</box>
magenta-swatch <box>17 204 34 222</box>
celsius-scale: °C 50 40 30 20 <box>1251 140 1265 223</box>
registration-number: PMG/KA/NK/BM/712/2025-27 <box>398 313 602 330</box>
speed-nozzle-panel: Speed <box>600 626 659 768</box>
fuel-pump-photo: 51.95 54.18 77.63 Diesel Petrol Speed A3 A4 <box>52 475 685 776</box>
heatwave-body: ಮಂಗಳೂರು, 23– ಕರಾವಳಿ ಕರ್ನಾಟಕದ ಉಡುಪಿ, ದಕ್ಷಿಣ ಕನ್ನಡ ಮತ್ತು ಉತ್ತರ ಕನ್ನಡ ಜಿಲ್ಲೆಗಳಲ್ಲಿ ಮುಂದಿನ ಐದು ದಿನಗಳವರೆಗೆ ವಾತಾವರಣದಲ್ಲಿ ಬಿಸಿಗಾಳಿ ಮತ್ತು ತೇವಾಂಶ ಪರಿಸ್ಥಿತಿ ಕಂಡು ಬರಲಿದೆ ಎಂದು ಐಎಂಡಿ ತಿಳಿಸಿದೆ.ಯೆಲ್ಲೋ ಅಲರ್ಟ್ ಘೋಷಿಸಲಾಗಿದ್ದು, ಜನರು ಎಚ್ಚರಿಕೆಯಿಂದ ಇರುವಂತೆ ಇಲಾಖೆ ತಿಳಿಸಿದೆ. <box>1342 121 1526 229</box>
green-nozzle <box>434 602 448 709</box>
diesel-nozzle-panel: Diesel <box>143 608 208 768</box>
